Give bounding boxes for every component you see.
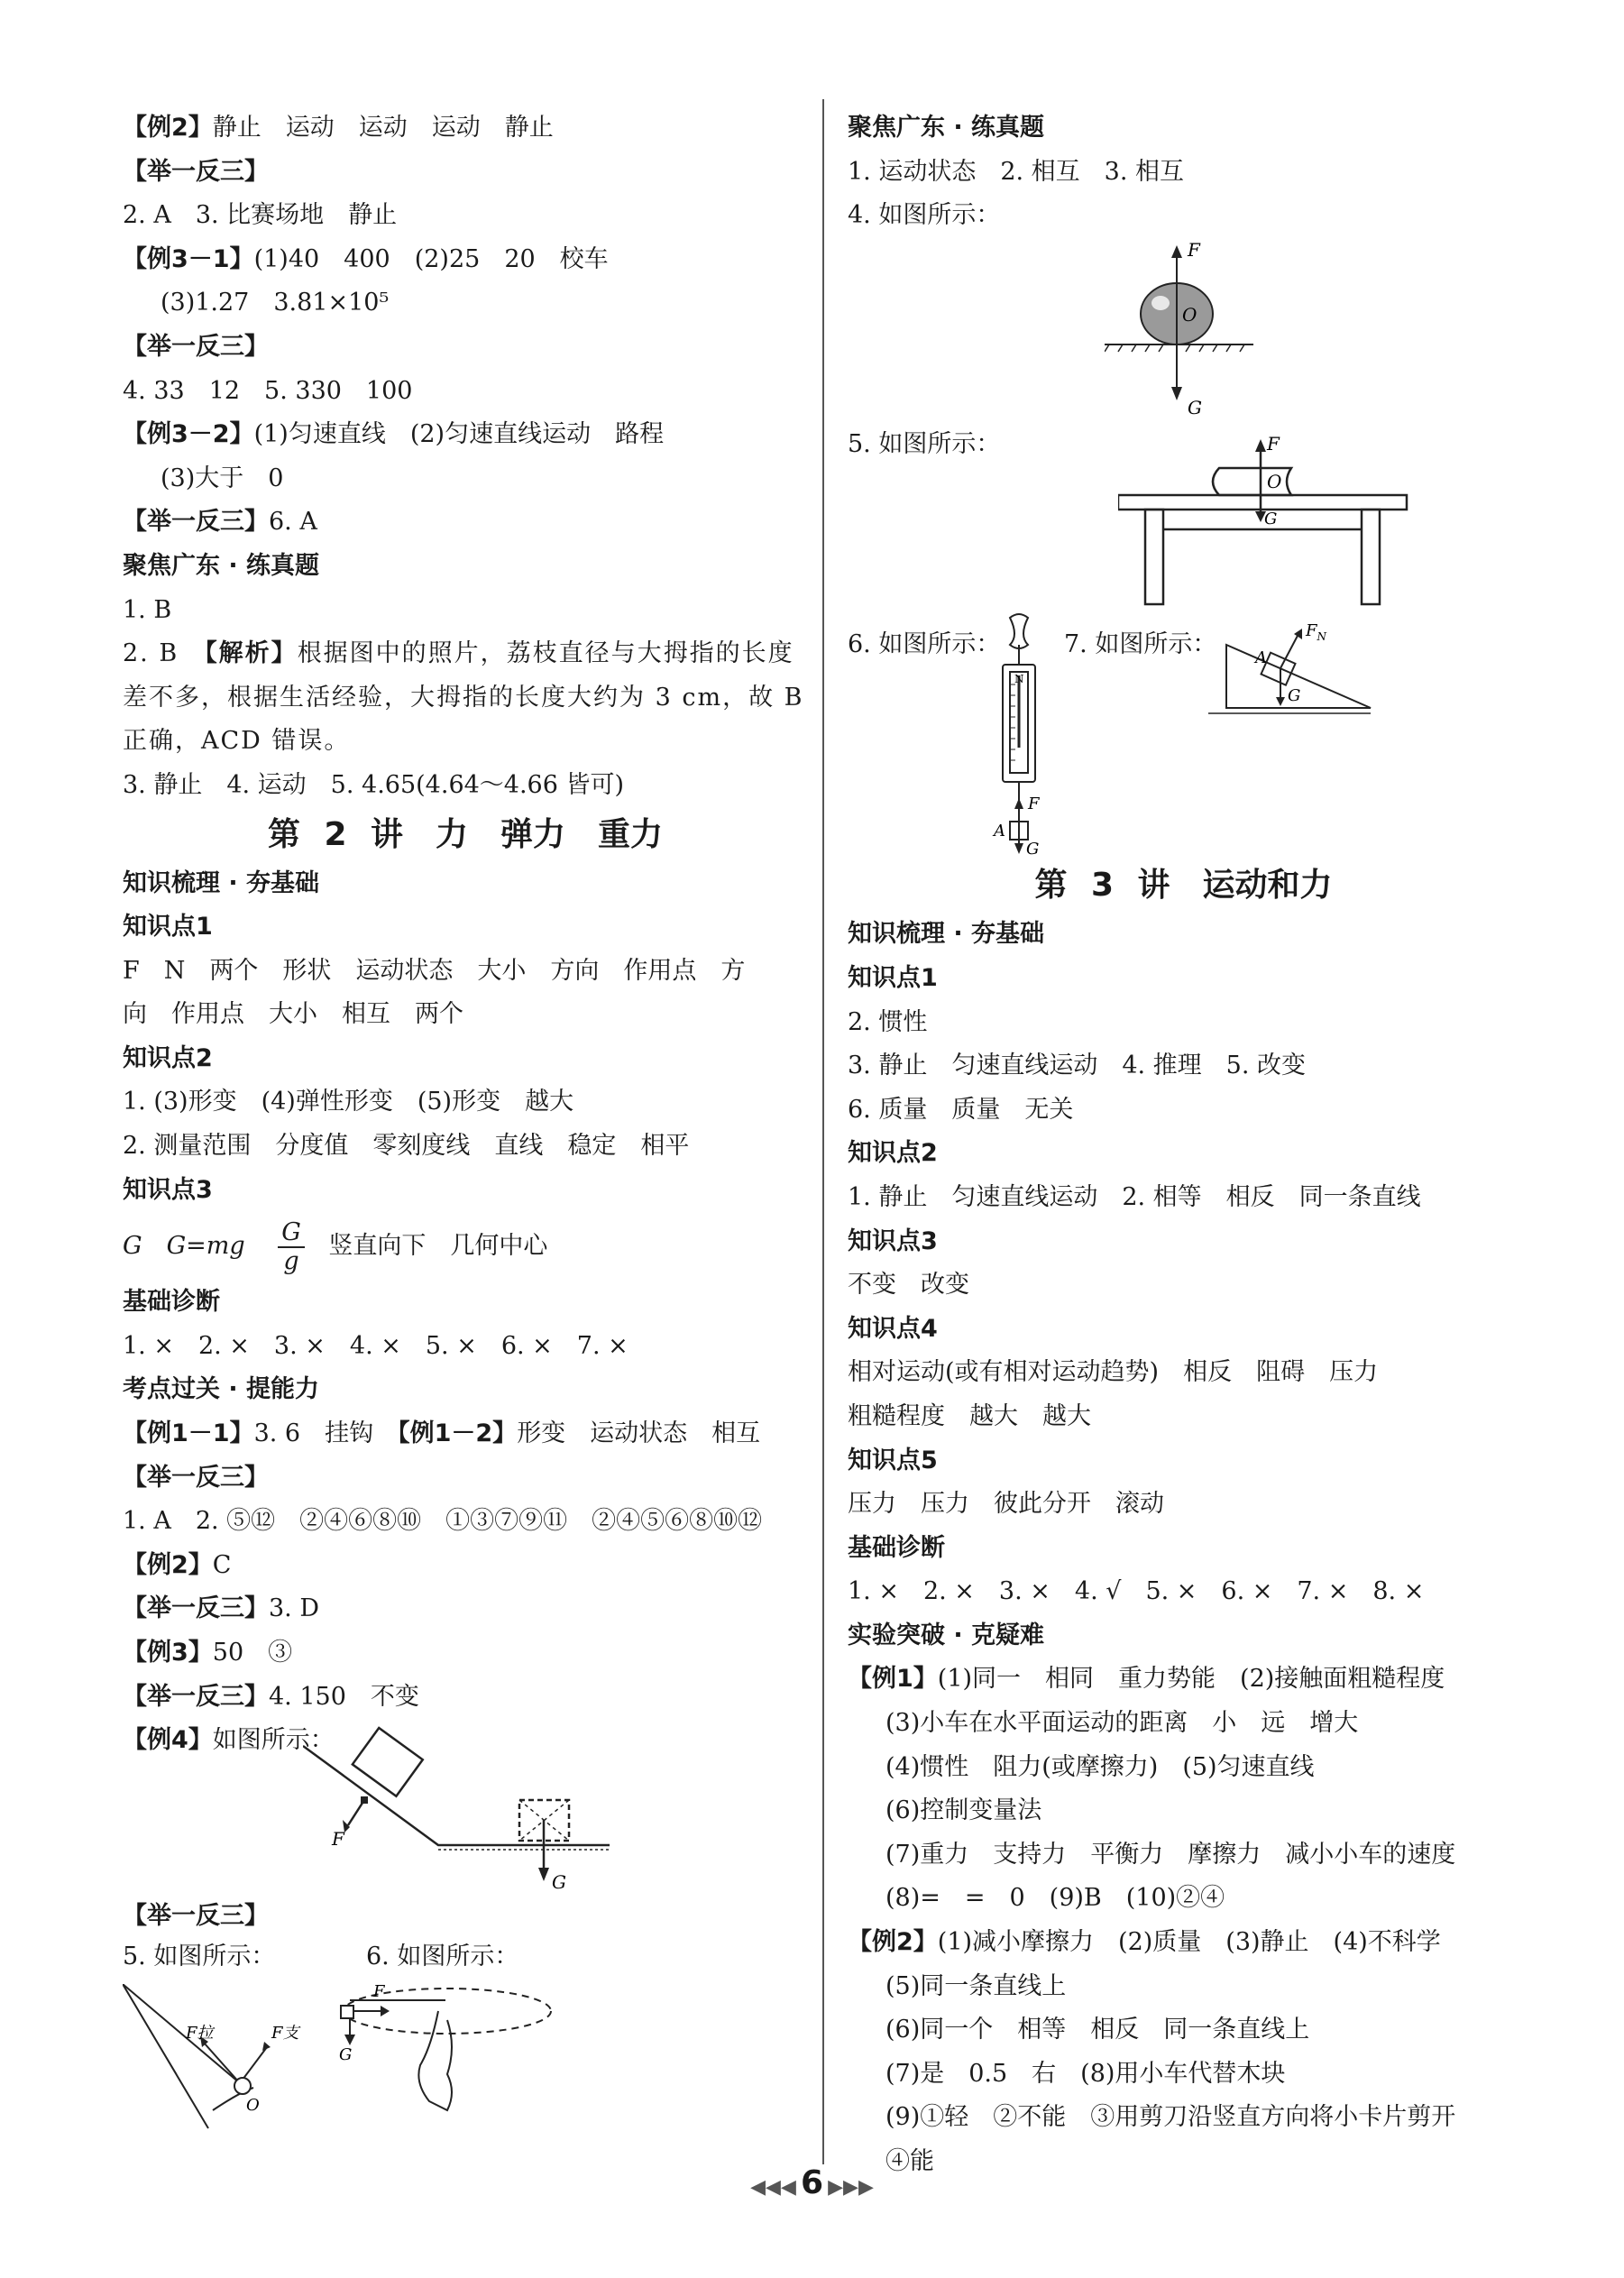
- force-label-g: G: [552, 1871, 566, 1891]
- force-label-f: F: [1267, 433, 1280, 455]
- answer-line: (7)是 0.5 右 (8)用小车代替木块: [885, 2059, 1286, 2088]
- answer-line: 相对运动(或有相对运动趋势) 相反 阻碍 压力: [848, 1358, 1379, 1387]
- answer-line: 1. 运动状态 2. 相互 3. 相互: [848, 157, 1185, 186]
- answer-line: (8)= = 0 (9)B (10)②④: [885, 1884, 1225, 1913]
- answer-line: (3)小车在水平面运动的距离 小 远 增大: [885, 1709, 1359, 1738]
- knowledge-point-label: 知识点5: [848, 1446, 938, 1474]
- table-force-diagram: [1118, 430, 1416, 611]
- force-label-f: F: [373, 1983, 385, 2001]
- point-label-a: A: [994, 822, 1005, 841]
- answer-line: (5)同一条直线上: [885, 1971, 1067, 2000]
- answer-line: 4. 如图所示：: [848, 201, 1001, 230]
- force-label-g: G: [1026, 840, 1040, 857]
- practice-figures: 5. 如图所示： 6. 如图所示： F拉 F支 O F G: [123, 1939, 808, 2137]
- section-heading: 知识梳理 · 夯基础: [848, 920, 1045, 949]
- answer-line: 【例1】(1)同一 相同 重力势能 (2)接触面粗糙程度: [848, 1665, 1445, 1694]
- circular-motion-diagram: [339, 1984, 555, 2137]
- spring-and-slope-figures: 6. 如图所示： 7. 如图所示： N F A G A $F_N$ G: [848, 623, 1519, 853]
- answer-line: (6)控制变量法: [885, 1796, 1042, 1825]
- answer-line: 粗糙程度 越大 越大: [848, 1401, 1091, 1430]
- knowledge-point-label: 知识点1: [123, 913, 213, 942]
- incline-force-diagram: [303, 1719, 754, 1890]
- answer-line: 【举一反三】4. 150 不变: [123, 1682, 419, 1711]
- answer-line: 【例2】静止 运动 运动 运动 静止: [123, 114, 554, 142]
- spring-scale-diagram: [983, 612, 1055, 856]
- force-label-f: F: [332, 1828, 344, 1851]
- section-heading: 聚焦广东 · 练真题: [123, 551, 320, 580]
- answer-line: 向 作用点 大小 相互 两个: [123, 1000, 463, 1029]
- answer-line: (6)同一个 相等 相反 同一条直线上: [885, 2016, 1310, 2044]
- knowledge-point-label: 知识点2: [123, 1043, 213, 1072]
- section-heading: 实验突破 · 克疑难: [848, 1621, 1045, 1649]
- force-label-g: G: [1264, 510, 1278, 529]
- example4-block: 【例4】如图所示： F G: [123, 1719, 808, 1895]
- answer-line: 2. 惯性: [848, 1007, 928, 1036]
- knowledge-point-label: 知识点1: [848, 963, 938, 992]
- knowledge-point-label: 知识点3: [123, 1175, 213, 1204]
- answer-line: 【例3－1】(1)40 400 (2)25 20 校车: [123, 244, 609, 273]
- force-label-g: G: [1188, 396, 1202, 418]
- right-column: [848, 106, 1519, 2184]
- section-label: 基础诊断: [123, 1288, 220, 1317]
- knowledge-point-label: 知识点2: [848, 1139, 938, 1168]
- answer-line: F N 两个 形状 运动状态 大小 方向 作用点 方: [123, 956, 746, 985]
- answer-line: 1. (3)形变 (4)弹性形变 (5)形变 越大: [123, 1088, 574, 1116]
- scale-unit-label: N: [1014, 673, 1024, 686]
- apple-force-diagram: [1105, 238, 1267, 423]
- left-column: [123, 106, 808, 2137]
- fraction: $\frac{G}{g}$: [278, 1219, 305, 1275]
- section-heading: 知识梳理 · 夯基础: [123, 868, 320, 897]
- answer-line: 1. B: [123, 595, 172, 624]
- section-heading: 聚焦广东 · 练真题: [848, 114, 1045, 142]
- answer-line: 1. × 2. × 3. × 4. × 5. × 6. × 7. ×: [123, 1331, 628, 1360]
- section-label: 【举一反三】: [123, 157, 269, 186]
- answer-line: (3)大于 0: [161, 464, 284, 492]
- force-label-f: F: [1028, 795, 1040, 814]
- lecture-title: 第 3 讲 运动和力: [1034, 867, 1333, 905]
- force-label-fn: $F_N$: [1306, 621, 1326, 644]
- answer-line: 4. 33 12 5. 330 100: [123, 376, 413, 405]
- section-label: 【举一反三】: [123, 1902, 269, 1931]
- answer-line: (9)①轻 ②不能 ③用剪刀沿竖直方向将小卡片剪开: [885, 2103, 1456, 2132]
- answer-line: 压力 压力 彼此分开 滚动: [848, 1490, 1164, 1519]
- section-heading: 考点过关 · 提能力: [123, 1375, 320, 1404]
- column-divider: [822, 99, 824, 2164]
- prev-arrows-icon: ◀◀◀: [750, 2176, 796, 2199]
- answer-line: 不变 改变: [848, 1271, 969, 1300]
- point-label-o: O: [246, 2095, 260, 2115]
- answer-line: 6. 质量 质量 无关: [848, 1095, 1074, 1124]
- answer-line: 1. A 2. ⑤⑫ ②④⑥⑧⑩ ①③⑦⑨⑪ ②④⑤⑥⑧⑩⑫: [123, 1507, 763, 1536]
- force-label-support: F支: [271, 2023, 299, 2043]
- answer-line: 【举一反三】6. A: [123, 508, 317, 537]
- answer-line: 【例2】C: [123, 1550, 232, 1579]
- point-label-o: O: [1267, 471, 1282, 493]
- answer-line: 3. 静止 匀速直线运动 4. 推理 5. 改变: [848, 1052, 1307, 1080]
- answer-line: 【例3－2】(1)匀速直线 (2)匀速直线运动 路程: [123, 420, 665, 449]
- force-label-g: G: [1288, 686, 1301, 706]
- answer-line: 3. 静止 4. 运动 5. 4.65(4.64～4.66 皆可): [123, 770, 625, 799]
- answer-line: 【例2】(1)减小摩擦力 (2)质量 (3)静止 (4)不科学: [848, 1928, 1441, 1957]
- answer-line: 【例3】50 ③: [123, 1639, 293, 1667]
- answer-line: (7)重力 支持力 平衡力 摩擦力 减小小车的速度: [885, 1840, 1456, 1869]
- answer-line: (3)1.27 3.81×10⁵: [161, 289, 390, 317]
- next-arrows-icon: ▶▶▶: [828, 2176, 874, 2199]
- answer-line: (4)惯性 阻力(或摩擦力) (5)匀速直线: [885, 1752, 1315, 1781]
- lecture-title: 第 2 讲 力 弹力 重力: [267, 815, 664, 853]
- answer-line: 1. 静止 匀速直线运动 2. 相等 相反 同一条直线: [848, 1182, 1421, 1211]
- knowledge-point-label: 知识点4: [848, 1314, 938, 1343]
- slope-force-diagram: [1208, 618, 1389, 735]
- section-label: 【举一反三】: [123, 1463, 269, 1492]
- answer-line: 【例1－1】3. 6 挂钩 【例1－2】形变 运动状态 相互: [123, 1419, 761, 1448]
- force-label-g: G: [339, 2044, 353, 2064]
- point-label-o: O: [1182, 303, 1197, 326]
- section-label: 基础诊断: [848, 1533, 945, 1562]
- pendulum-force-diagram: [123, 1984, 321, 2137]
- section-label: 【举一反三】: [123, 332, 269, 361]
- force-label-pull: F拉: [186, 2023, 214, 2043]
- answer-line: ④能: [885, 2147, 934, 2175]
- point-label-a: A: [1255, 648, 1267, 668]
- knowledge-point-label: 知识点3: [848, 1226, 938, 1255]
- page-footer: [0, 2164, 1624, 2201]
- answer-line: 2. 测量范围 分度值 零刻度线 直线 稳定 相平: [123, 1132, 690, 1161]
- answer-line: 2. A 3. 比赛场地 静止: [123, 201, 398, 230]
- answer-line: 【举一反三】3. D: [123, 1594, 319, 1623]
- page-number: 6: [800, 2164, 824, 2201]
- answer-line: 1. × 2. × 3. × 4. √ 5. × 6. × 7. × 8. ×: [848, 1577, 1425, 1606]
- answer-explanation: 2. B 【解析】根据图中的照片，荔枝直径与大拇指的长度差不多，根据生活经验，大拇指的长度大约为 3 cm，故 B 正确，ACD 错误。: [123, 639, 804, 756]
- answer-line: 5. 如图所示：: [848, 429, 1001, 458]
- answer-line: G G=mg $\frac{G}{g}$ 竖直向下 几何中心: [123, 1217, 548, 1275]
- force-label-f: F: [1188, 238, 1200, 261]
